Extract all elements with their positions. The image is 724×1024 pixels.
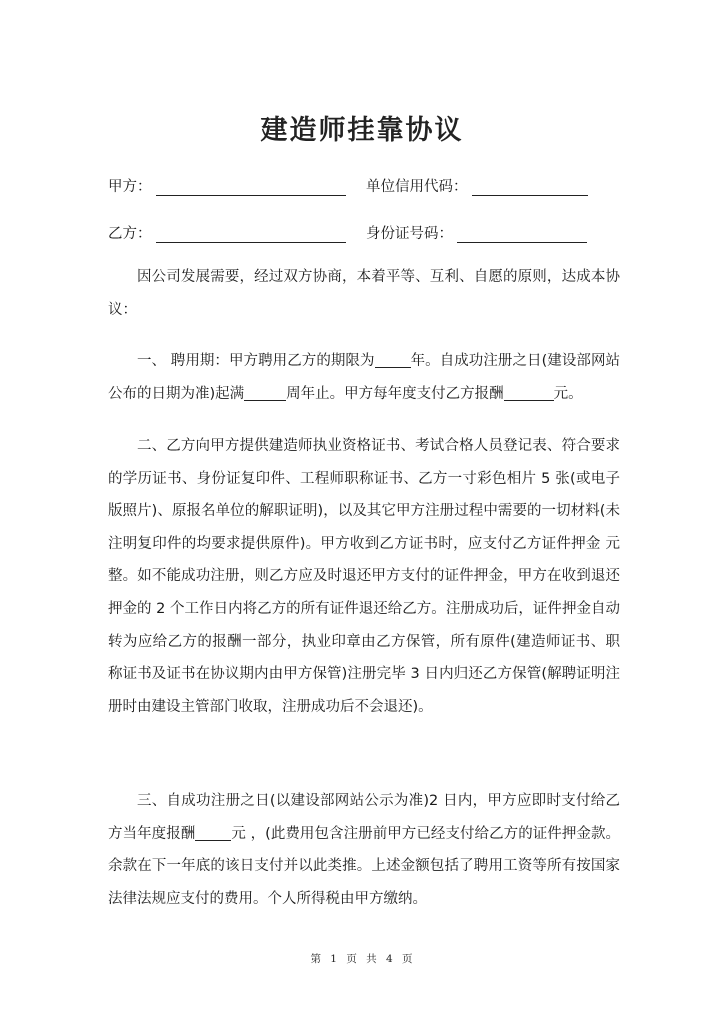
intro-paragraph: 因公司发展需要，经过双方协商，本着平等、互利、自愿的原则，达成本协议： — [108, 269, 620, 318]
footer-ye: 页 — [346, 953, 358, 965]
credit-code-row — [366, 175, 588, 196]
anniversary-years-blank[interactable] — [244, 385, 286, 401]
footer-total-pages: 4 — [386, 953, 394, 965]
clause-2: 二、乙方向甲方提供建造师执业资格证书、考试合格人员登记表、符合要求的学历证书、身份证复印件、工程师职称证书、乙方一寸彩色相片 5 张(或电子版照片)、原报名单位的解职证明)，以及其它甲方注册过程中需要的一切材料(未注明复印件的均要求提供原件)。甲方收到乙方证书时，应支付乙方证件押金 元整。如不能成功注册，则乙方应及时退还甲方支付的证件押金，甲方在收到退还押金的 2 个工作日内将乙方的所有证件退还给乙方。注册成功后，证件押金自动转为应给乙方的报酬一部分，执业印章由乙方保管，所有原件(建造师证书、职称证书及证书在协议期内由甲方保管)注册完毕 3 日内归还乙方保管(解聘证明注册时由建设主管部门收取，注册成功后不会退还)。 — [108, 438, 620, 715]
party-b-row — [108, 222, 346, 243]
footer-page-number: 1 — [330, 953, 338, 965]
party-a-row — [108, 175, 346, 196]
clause-1 — [108, 345, 620, 410]
party-b-label: 乙方： — [108, 226, 152, 242]
credit-code-label: 单位信用代码： — [366, 179, 468, 195]
clause-1-text-a: 一、 聘用期：甲方聘用乙方的期限为 — [137, 353, 375, 369]
id-number-blank[interactable] — [457, 227, 587, 243]
id-number-row — [366, 222, 587, 243]
party-a-label: 甲方： — [108, 179, 152, 195]
party-b-blank[interactable] — [156, 227, 346, 243]
annual-pay-blank[interactable] — [504, 385, 554, 401]
term-years-blank[interactable] — [375, 353, 411, 369]
document-title: 建造师挂靠协议 — [260, 115, 464, 146]
credit-code-blank[interactable] — [472, 180, 588, 196]
footer-gong: 共 — [366, 953, 378, 965]
clause-3-text-a: 三、自成功注册之日(以建设部网站公示为准)2 日内，甲方应即时支付给乙方当年度报酬 — [108, 793, 620, 842]
clause-3-text-b: 元 ，(此费用包含注册前甲方已经支付给乙方的证件押金款。余款在下一年底的该日支付并以此类推。上述金额包括了聘用工资等所有按国家法律法规应支付的费用。个人所得税由甲方缴纳。 — [108, 825, 621, 907]
footer-ye-2: 页 — [402, 953, 414, 965]
clause-3 — [108, 785, 620, 915]
clause-1-text-b: 年。自成功注册之日(建设部网站公布的日期为准)起满 — [108, 353, 620, 402]
clause-1-text-c: 周年止。甲方每年度支付乙方报酬 — [286, 385, 504, 402]
party-a-blank[interactable] — [156, 180, 346, 196]
clause-1-text-d: 元。 — [553, 385, 583, 402]
id-number-label: 身份证号码： — [366, 226, 453, 242]
first-year-pay-blank[interactable] — [195, 825, 231, 841]
footer-di: 第 — [310, 953, 322, 965]
page-footer — [0, 951, 724, 966]
